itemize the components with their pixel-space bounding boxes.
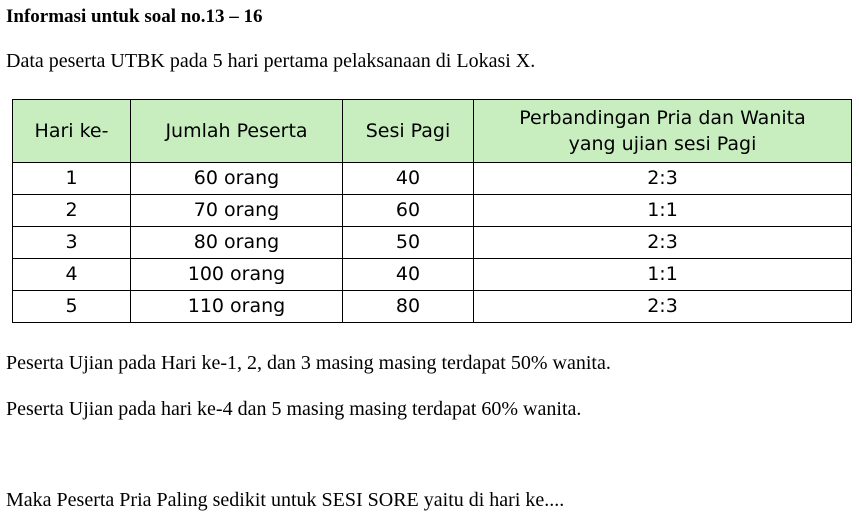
cell-day: 2 — [13, 195, 131, 227]
note-days-4-5: Peserta Ujian pada hari ke-4 dan 5 masing masing terdapat 60% wanita. — [6, 398, 582, 420]
cell-ratio: 2:3 — [474, 291, 852, 323]
cell-day: 3 — [13, 227, 131, 259]
cell-morning: 80 — [343, 291, 474, 323]
header-total: Jumlah Peserta — [131, 100, 343, 163]
table-row — [13, 163, 852, 195]
cell-morning: 40 — [343, 259, 474, 291]
header-ratio-line1: Perbandingan Pria dan Wanita — [519, 107, 806, 129]
cell-total: 110 orang — [131, 291, 343, 323]
cell-total: 70 orang — [131, 195, 343, 227]
header-morning: Sesi Pagi — [343, 100, 474, 163]
header-day: Hari ke- — [13, 100, 131, 163]
header-ratio — [474, 100, 852, 163]
cell-total: 100 orang — [131, 259, 343, 291]
cell-ratio: 2:3 — [474, 163, 852, 195]
cell-total: 60 orang — [131, 163, 343, 195]
participant-table — [12, 99, 852, 323]
cell-ratio: 2:3 — [474, 227, 852, 259]
cell-day: 5 — [13, 291, 131, 323]
header-ratio-line2: yang ujian sesi Pagi — [568, 133, 757, 155]
cell-morning: 50 — [343, 227, 474, 259]
cell-total: 80 orang — [131, 227, 343, 259]
cell-morning: 60 — [343, 195, 474, 227]
cell-ratio: 1:1 — [474, 195, 852, 227]
table-row — [13, 227, 852, 259]
table-row — [13, 259, 852, 291]
cell-morning: 40 — [343, 163, 474, 195]
cell-day: 1 — [13, 163, 131, 195]
cell-day: 4 — [13, 259, 131, 291]
note-days-1-3: Peserta Ujian pada Hari ke-1, 2, dan 3 masing masing terdapat 50% wanita. — [6, 352, 611, 374]
table-header-row — [13, 100, 852, 163]
table-row — [13, 195, 852, 227]
table-row — [13, 291, 852, 323]
section-heading: Informasi untuk soal no.13 – 16 — [6, 6, 263, 27]
question-text: Maka Peserta Pria Paling sedikit untuk SESI SORE yaitu di hari ke.... — [6, 489, 565, 511]
cell-ratio: 1:1 — [474, 259, 852, 291]
intro-text: Data peserta UTBK pada 5 hari pertama pelaksanaan di Lokasi X. — [6, 50, 536, 72]
